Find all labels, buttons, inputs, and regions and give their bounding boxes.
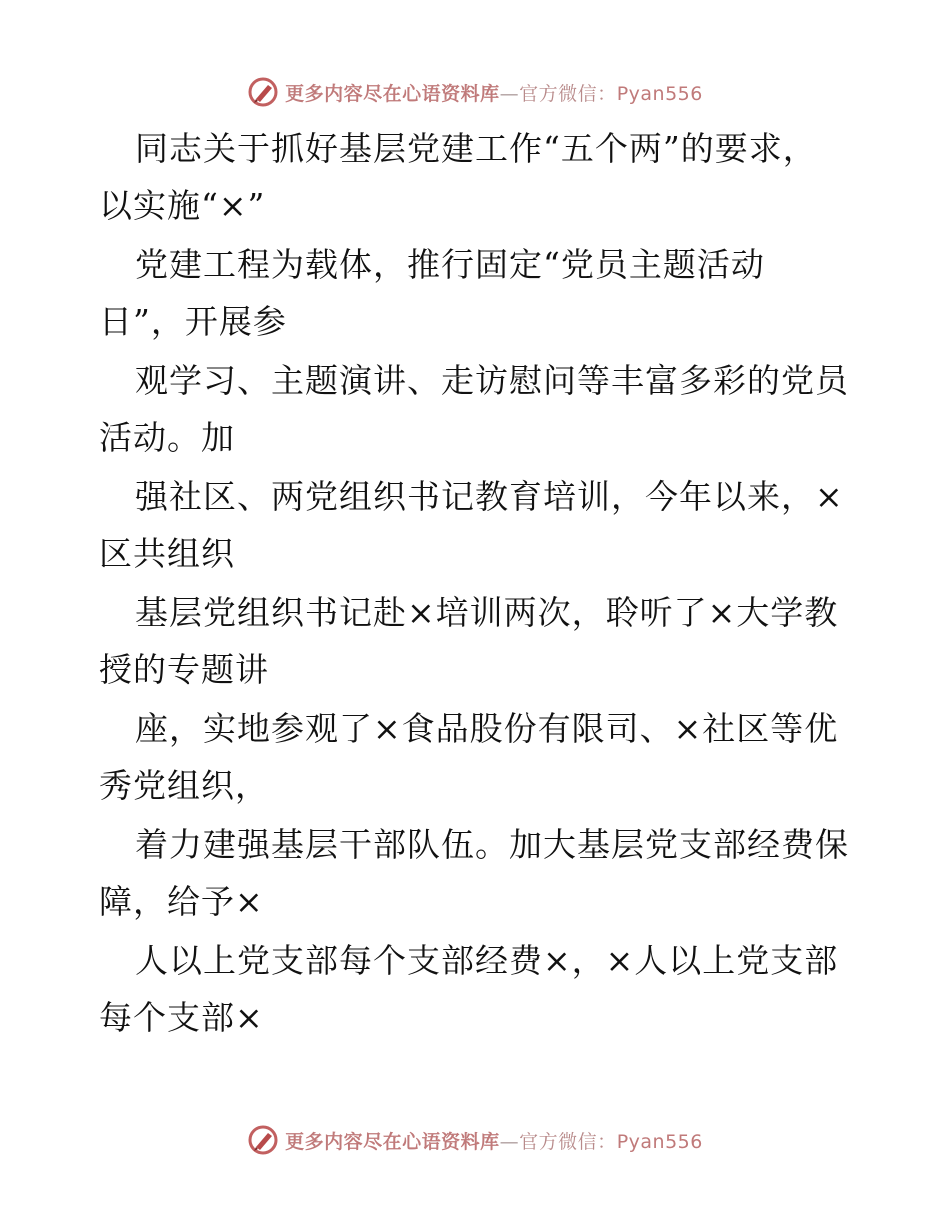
pen-logo-icon [247, 1124, 279, 1156]
footer-watermark [0, 1120, 950, 1160]
paragraph-line: 观学习、主题演讲、走访慰问等丰富多彩的党员 [135, 361, 849, 400]
paragraph-line: 强社区、两党组织书记教育培训，今年以来，× [135, 477, 844, 516]
watermark-main: 更多内容尽在心语资料库 [285, 82, 500, 105]
paragraph-line: 人以上党支部每个支部经费×，×人以上党支部 [135, 941, 839, 980]
paragraph-line: 同志关于抓好基层党建工作“五个两”的要求， [135, 129, 817, 168]
paragraph-line: 党建工程为载体，推行固定“党员主题活动 [135, 245, 765, 284]
paragraph-line: 区共组织 [99, 534, 235, 573]
paragraph-line: 日”，开展参 [99, 302, 287, 341]
paragraph-line: 授的专题讲 [99, 650, 269, 689]
watermark-id: Pyan556 [616, 82, 703, 105]
watermark-sub: 官方微信： [519, 1130, 617, 1153]
paragraph-line: 每个支部× [99, 998, 264, 1037]
paragraph-line: 基层党组织书记赴×培训两次，聆听了×大学教 [135, 593, 839, 632]
paragraph-line: 障，给予× [99, 882, 264, 921]
paragraph-line: 活动。加 [99, 418, 235, 457]
paragraph-line: 着力建强基层干部队伍。加大基层党支部经费保 [135, 825, 849, 864]
watermark-text [285, 1127, 703, 1154]
watermark-id: Pyan556 [616, 1130, 703, 1153]
watermark-separator: — [499, 82, 520, 105]
paragraph-line: 秀党组织， [99, 766, 269, 805]
paragraph-line: 座，实地参观了×食品股份有限司、×社区等优 [135, 709, 839, 748]
watermark-separator: — [499, 1130, 520, 1153]
watermark-sub: 官方微信： [519, 82, 617, 105]
watermark-main: 更多内容尽在心语资料库 [285, 1130, 500, 1153]
paragraph-line: 以实施“×” [99, 186, 266, 225]
